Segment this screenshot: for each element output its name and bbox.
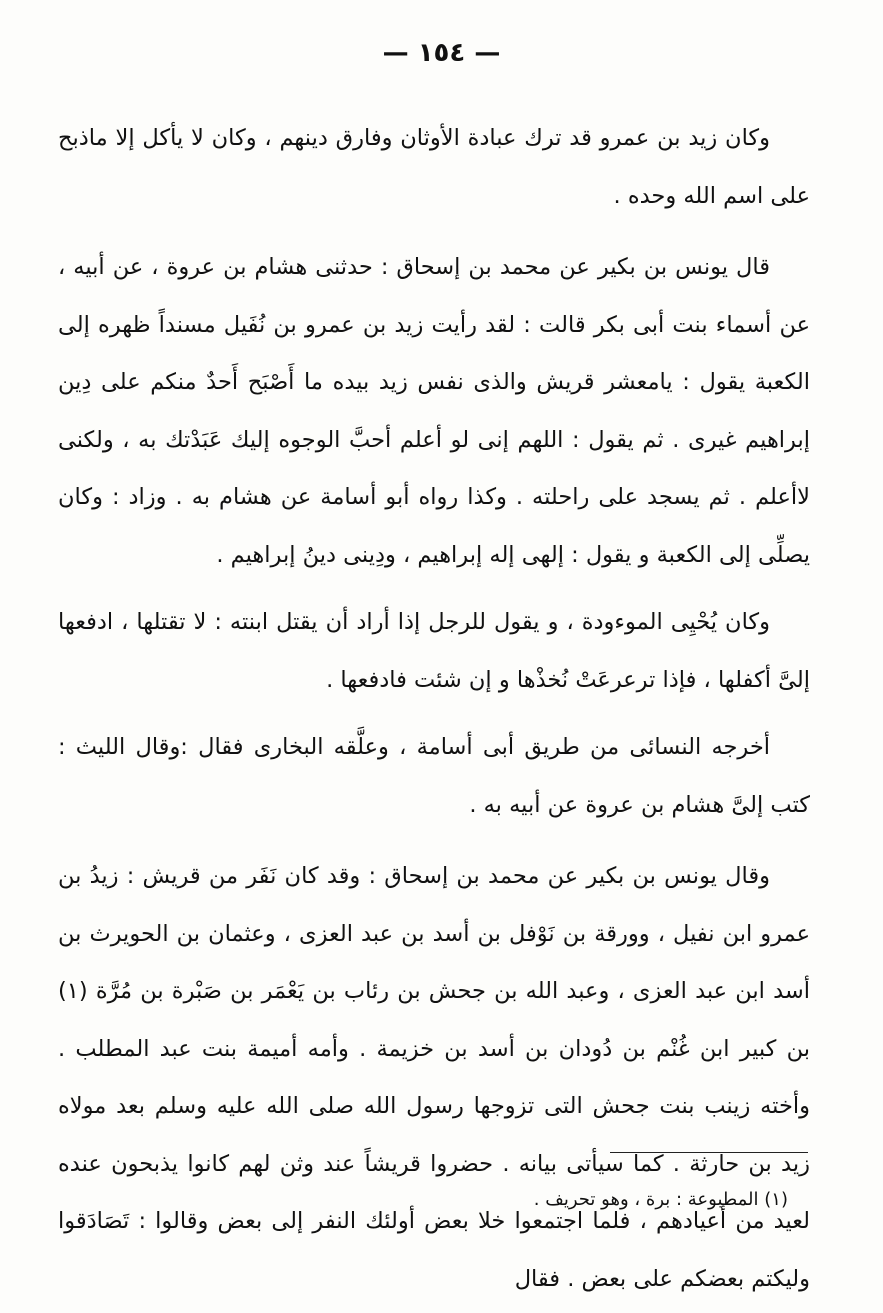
paragraph-4: أخرجه النسائى من طريق أبى أسامة ، وعلَّقه البخارى فقال :وقال الليث : كتب إلىَّ هشام بن عروة عن أبيه به . [58, 734, 810, 818]
page-number: — ١٥٤ — [382, 38, 501, 68]
paragraph-3: وكان يُحْيِى الموءودة ، و يقول للرجل إذا أراد أن يقتل ابنته : لا تقتلها ، ادفعها إلىَّ أكفلها ، فإذا ترعرعَتْ نُخذْها و إن شئت فادفعها . [58, 609, 810, 693]
paragraph-2: قال يونس بن بكير عن محمد بن إسحاق : حدثنى هشام بن عروة ، عن أبيه ، عن أسماء بنت أبى بكر قالت : لقد رأيت زيد بن عمرو بن نُفَيل مسنداً ظهره إلى الكعبة يقول : يامعشر قريش والذى نفس زيد بيده ما أَصْبَح أَحدٌ منكم على دِين إبراهيم غيرى . ثم يقول : اللهم إنى لو أعلم أحبَّ الوجوه إليك عَبَدْتك به ، ولكنى لاأعلم . ثم يسجد على راحلته . وكذا رواه أبو أسامة عن هشام به . وزاد : وكان يصلِّى إلى الكعبة و يقول : إلهى إله إبراهيم ، ودِينى دينُ إبراهيم . [58, 254, 810, 568]
footnote: (١) المطبوعة : برة ، وهو تحريف . [533, 1189, 788, 1210]
footnote-divider [610, 1152, 808, 1153]
paragraph-5: وقال يونس بن بكير عن محمد بن إسحاق : وقد كان نَفَر من قريش : زيدُ بن عمرو ابن نفيل ، وورقة بن نَوْفل بن أسد بن عبد العزى ، وعثمان بن الحويرث بن أسد ابن عبد العزى ، وعبد الله بن جحش بن رئاب بن يَعْمَر بن صَبْرة بن مُرَّة (١) بن كبير ابن غُنْم بن دُودان بن أسد بن خزيمة . وأمه أميمة بنت عبد المطلب . وأخته زينب بنت جحش التى تزوجها رسول الله صلى الله عليه وسلم بعد مولاه زيد بن حارثة . كما سيأتى بيانه . حضروا قريشاً عند وثن لهم كانوا يذبحون عنده لعيد من أعيادهم ، فلما اجتمعوا خلا بعض أولئك النفر إلى بعض وقالوا : تَصَادَقوا وليكتم بعضكم على بعض . فقال [58, 863, 810, 1292]
main-text [58, 110, 810, 1308]
paragraph-1: وكان زيد بن عمرو قد ترك عبادة الأوثان وفارق دينهم ، وكان لا يأكل إلا ماذبح على اسم الله وحده . [58, 125, 810, 209]
